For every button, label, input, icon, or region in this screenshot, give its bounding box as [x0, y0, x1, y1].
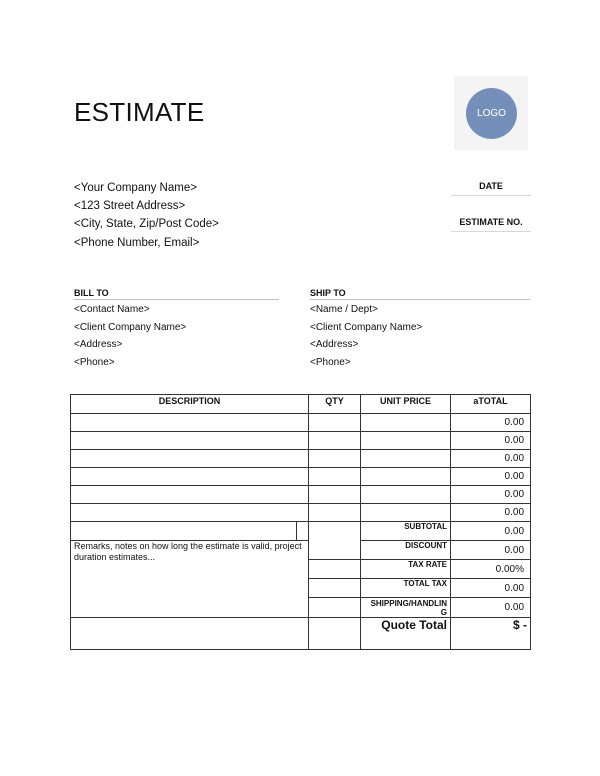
bill-to-company: <Client Company Name>: [74, 321, 187, 333]
table-row: [71, 504, 531, 522]
company-name: <Your Company Name>: [74, 182, 197, 194]
blank-cell: [297, 522, 309, 541]
remarks-field[interactable]: Remarks, notes on how long the estimate is valid, project duration estimates...: [71, 541, 309, 618]
line-total: 0.00: [451, 486, 531, 504]
description-cell[interactable]: [71, 468, 309, 486]
document-title: ESTIMATE: [74, 97, 205, 127]
ship-to-phone: <Phone>: [310, 356, 351, 368]
tax-rate-value: 0.00%: [451, 560, 531, 579]
company-info: [74, 179, 219, 252]
discount-label: DISCOUNT: [361, 541, 451, 560]
logo-text: LOGO: [477, 108, 506, 119]
quote-total-value: $ -: [451, 618, 531, 650]
line-total: 0.00: [451, 504, 531, 522]
shipping-value: 0.00: [451, 598, 531, 618]
blank-cell: [71, 522, 297, 541]
table-row: [71, 432, 531, 450]
estimate-no-label: ESTIMATE NO.: [459, 217, 523, 227]
ship-to-address: <Address>: [310, 339, 359, 351]
subtotal-label: SUBTOTAL: [361, 522, 451, 541]
ship-to-block: [310, 301, 422, 371]
blank-cell: [309, 618, 361, 650]
qty-cell[interactable]: [309, 468, 361, 486]
blank-cell: [309, 598, 361, 618]
company-contact: <Phone Number, Email>: [74, 236, 200, 249]
total-tax-label: TOTAL TAX: [361, 579, 451, 598]
ship-to-divider: [310, 299, 530, 300]
quote-total-label: Quote Total: [361, 618, 451, 650]
line-total: 0.00: [451, 414, 531, 432]
date-field[interactable]: [451, 195, 531, 196]
blank-cell: [71, 618, 309, 650]
header-total: aTOTAL: [451, 395, 531, 414]
shipping-label: SHIPPING/HANDLIN G: [361, 598, 451, 618]
qty-cell[interactable]: [309, 414, 361, 432]
header-qty: QTY: [309, 395, 361, 414]
table-row: [71, 486, 531, 504]
company-city: <City, State, Zip/Post Code>: [74, 218, 219, 231]
subtotal-value: 0.00: [451, 522, 531, 541]
description-cell[interactable]: [71, 504, 309, 522]
tax-rate-label: TAX RATE: [361, 560, 451, 579]
unit-price-cell[interactable]: [361, 450, 451, 468]
table-row: [71, 468, 531, 486]
total-tax-value: 0.00: [451, 579, 531, 598]
blank-cell: [309, 579, 361, 598]
unit-price-cell[interactable]: [361, 468, 451, 486]
table-row: [71, 414, 531, 432]
blank-cell: [309, 522, 361, 541]
table-row: [71, 450, 531, 468]
description-cell[interactable]: [71, 432, 309, 450]
unit-price-cell[interactable]: [361, 504, 451, 522]
qty-cell[interactable]: [309, 450, 361, 468]
bill-to-contact: <Contact Name>: [74, 304, 150, 315]
blank-cell: [309, 560, 361, 579]
line-total: 0.00: [451, 450, 531, 468]
blank-cell: [309, 541, 361, 560]
qty-cell[interactable]: [309, 486, 361, 504]
unit-price-cell[interactable]: [361, 432, 451, 450]
estimate-items-table: [70, 394, 531, 650]
ship-to-contact: <Name / Dept>: [310, 304, 378, 315]
bill-to-address: <Address>: [74, 339, 123, 351]
date-label: DATE: [479, 181, 503, 191]
line-total: 0.00: [451, 468, 531, 486]
ship-to-company: <Client Company Name>: [310, 321, 423, 333]
logo: [466, 88, 517, 139]
description-cell[interactable]: [71, 486, 309, 504]
bill-to-phone: <Phone>: [74, 356, 115, 368]
discount-value: 0.00: [451, 541, 531, 560]
header-unit-price: UNIT PRICE: [361, 395, 451, 414]
unit-price-cell[interactable]: [361, 414, 451, 432]
header-description: DESCRIPTION: [71, 395, 309, 414]
qty-cell[interactable]: [309, 432, 361, 450]
estimate-no-field[interactable]: [451, 231, 531, 232]
unit-price-cell[interactable]: [361, 486, 451, 504]
ship-to-label: SHIP TO: [310, 288, 346, 298]
bill-to-block: [74, 301, 186, 371]
bill-to-label: BILL TO: [74, 288, 109, 298]
line-total: 0.00: [451, 432, 531, 450]
description-cell[interactable]: [71, 414, 309, 432]
company-street: <123 Street Address>: [74, 200, 186, 213]
qty-cell[interactable]: [309, 504, 361, 522]
bill-to-divider: [74, 299, 279, 300]
description-cell[interactable]: [71, 450, 309, 468]
